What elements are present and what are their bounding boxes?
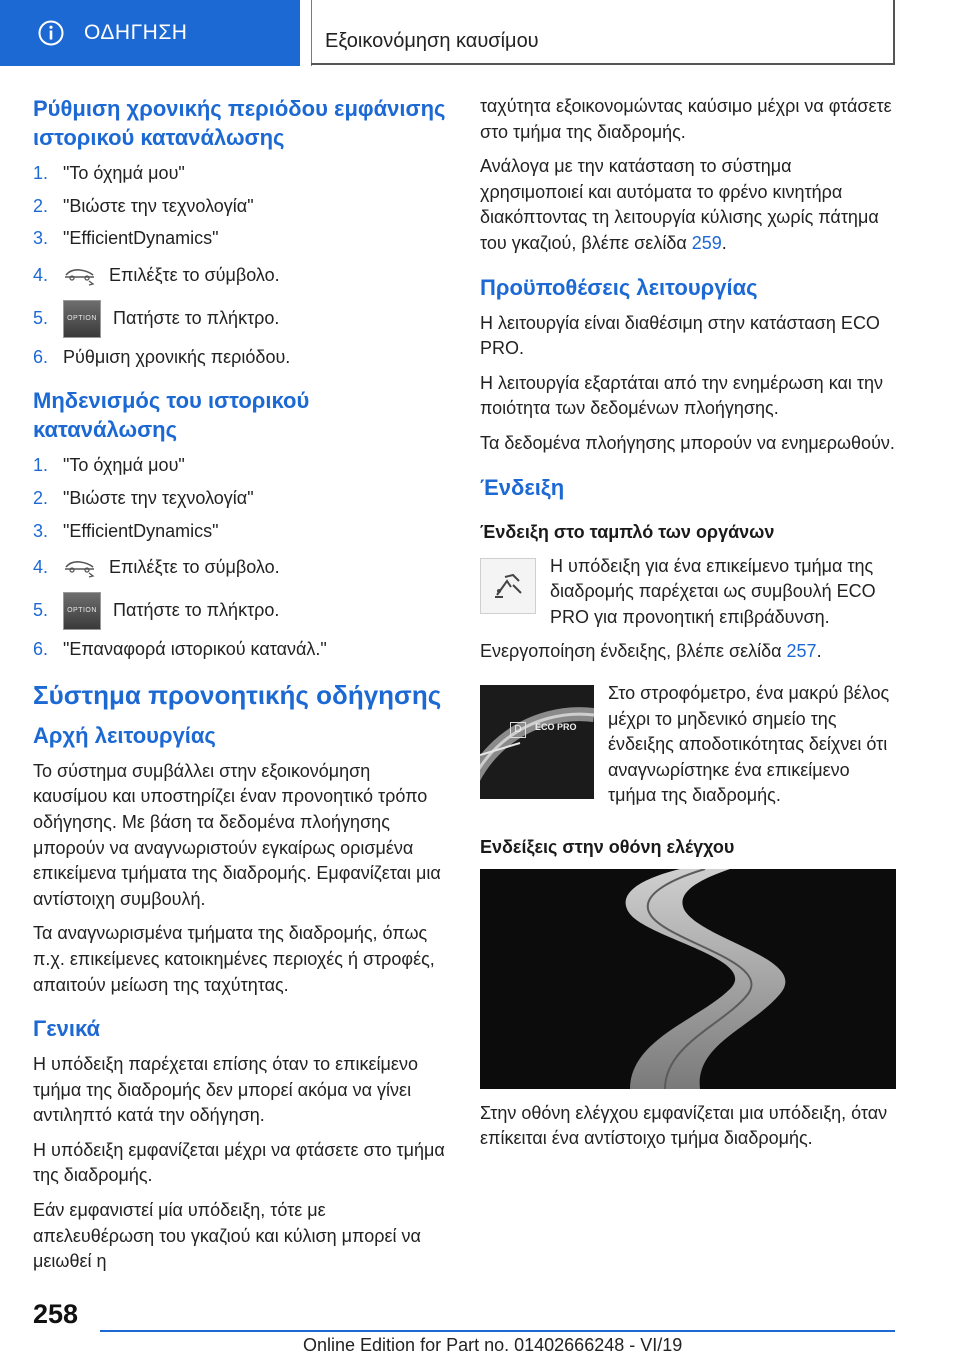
list-item: 4. Επιλέξτε το σύμβολο. [33,264,280,285]
paragraph: Το σύστημα συμβάλλει στην εξοικονόμηση καυσίμου και υποστηρίζει έναν προνοητικό τρόπο οδήγησης. Με βάση τα δεδομένα πλοήγησης μπορούν να αναγνωριστούν εγκαίρως ορισμένα επικείμενα τμήματα της διαδρομής. Εμφανίζεται μια αντίστοιχη συμβουλή. [33,760,441,909]
gear-indicator: D [510,722,526,738]
paragraph: Στην οθόνη ελέγχου εμφανίζεται μια υπόδειξη, όταν επίκειται ένα αντίστοιχο τμήμα διαδρομής. [480,1102,888,1149]
heading-principle: Αρχή λειτουργίας [33,722,216,748]
heading-general: Γενικά [33,1016,101,1042]
header-edge [893,0,895,65]
paragraph: Η λειτουργία εξαρτάται από την ενημέρωση και την ποιότητα των δεδομένων πλοήγησης. [480,372,884,419]
list-item: 5. OPTION Πατήστε το πλήκτρο. [33,592,447,630]
option-button-icon: OPTION [63,300,101,338]
header-divider [311,0,312,66]
heading-reset-history: Μηδενισμός του ιστορικού κατανάλωσης [33,388,310,443]
steps-period [33,161,447,370]
page-link[interactable]: 257 [786,641,817,662]
info-circle-icon [38,20,64,46]
gauge-note [480,681,896,809]
list-item: 4. Επιλέξτε το σύμβολο. [33,557,280,578]
paragraph: ταχύτητα εξοικονομώντας καύσιμο μέχρι να φτάσετε στο τμήμα της διαδρομής. [480,96,892,142]
section-tab [0,0,300,66]
right-column [480,94,896,1161]
road-curve-image [480,869,896,1089]
list-item: 2. "Βιώστε την τεχνολογία" [33,487,254,508]
list-item: 1. "Το όχημά μου" [33,455,185,476]
page-link[interactable]: 259 [691,232,722,253]
paragraph: Ανάλογα με την κατάσταση το σύστημα χρησιμοποιεί και αυτόματα το φρένο κινητήρα διακόπτοντας τη λειτουργία κύλισης χωρίς πάτημα του γκαζιού, βλέπε σελίδα 259. [480,156,879,253]
paragraph: Ενεργοποίηση ένδειξης, βλέπε σελίδα 257. [480,641,822,662]
edition-note: Online Edition for Part no. 01402666248 - VI/19 [303,1335,683,1355]
page-number: 258 [33,1299,79,1329]
option-button-icon: OPTION [63,592,101,630]
eco-tip-icon [480,558,536,614]
paragraph: Η υπόδειξη εμφανίζεται μέχρι να φτάσετε στο τμήμα της διαδρομής. [33,1139,445,1186]
footer-rule [100,1330,895,1332]
tachometer-image [480,685,594,799]
heading-consumption-period: Ρύθμιση χρονικής περιόδου εμφάνισης ιστορικού κατανάλωσης [33,96,446,150]
car-drive-icon [63,266,97,286]
list-item: 3. "EfficientDynamics" [33,228,219,249]
cluster-note [480,554,896,631]
list-item: 6. "Επαναφορά ιστορικού κατανάλ." [33,639,327,660]
heading-instrument-cluster: Ένδειξη στο ταμπλό των οργάνων [480,521,775,542]
list-item: 3. "EfficientDynamics" [33,520,219,541]
paragraph: Η υπόδειξη παρέχεται επίσης όταν το επικείμενο τμήμα της διαδρομής δεν μπορεί ακόμα να γίνει αντιληπτό κατά την οδήγηση. [33,1054,418,1126]
page-header [0,0,960,66]
left-column [33,94,447,1284]
section-label: ΟΔΗΓΗΣΗ [84,21,188,44]
paragraph: Η λειτουργία είναι διαθέσιμη στην κατάσταση ECO PRO. [480,312,880,359]
header-rule [311,63,895,65]
car-drive-icon [63,558,97,578]
heading-display: Ένδειξη [480,474,565,500]
list-item: 1. "Το όχημά μου" [33,163,185,183]
paragraph: Τα δεδομένα πλοήγησης μπορούν να ενημερωθούν. [480,432,895,453]
heading-anticipatory-driving: Σύστημα προνοητικής οδήγησης [33,679,442,710]
heading-control-display: Ενδείξεις στην οθόνη ελέγχου [480,836,735,857]
list-item: 6. Ρύθμιση χρονικής περιόδου. [33,346,291,367]
steps-reset [33,453,447,662]
heading-prerequisites: Προϋποθέσεις λειτουργίας [480,274,758,300]
list-item: 2. "Βιώστε την τεχνολογία" [33,195,254,216]
paragraph: Εάν εμφανιστεί μία υπόδειξη, τότε με απελευθέρωση του γκαζιού και κύλιση μπορεί να μειωθεί η [33,1200,421,1272]
list-item: 5. OPTION Πατήστε το πλήκτρο. [33,300,447,338]
paragraph: Τα αναγνωρισμένα τμήματα της διαδρομής, όπως π.χ. επικείμενες κατοικημένες περιοχές ή στροφές, απαιτούν μείωση της ταχύτητας. [33,923,435,995]
paragraph: Η υπόδειξη για ένα επικείμενο τμήμα της διαδρομής παρέχεται ως συμβουλή ECO PRO για προνοητική επιβράδυνση. [550,555,876,627]
eco-pro-label: ECO PRO [535,721,577,732]
chapter-title: Εξοικονόμηση καυσίμου [325,30,539,52]
paragraph: Στο στροφόμετρο, ένα μακρύ βέλος μέχρι το μηδενικό σημείο της ένδειξης αποδοτικότητας δείχνει ότι αναγνωρίστηκε ένα επικείμενο τμήμα της διαδρομής. [608,682,890,806]
